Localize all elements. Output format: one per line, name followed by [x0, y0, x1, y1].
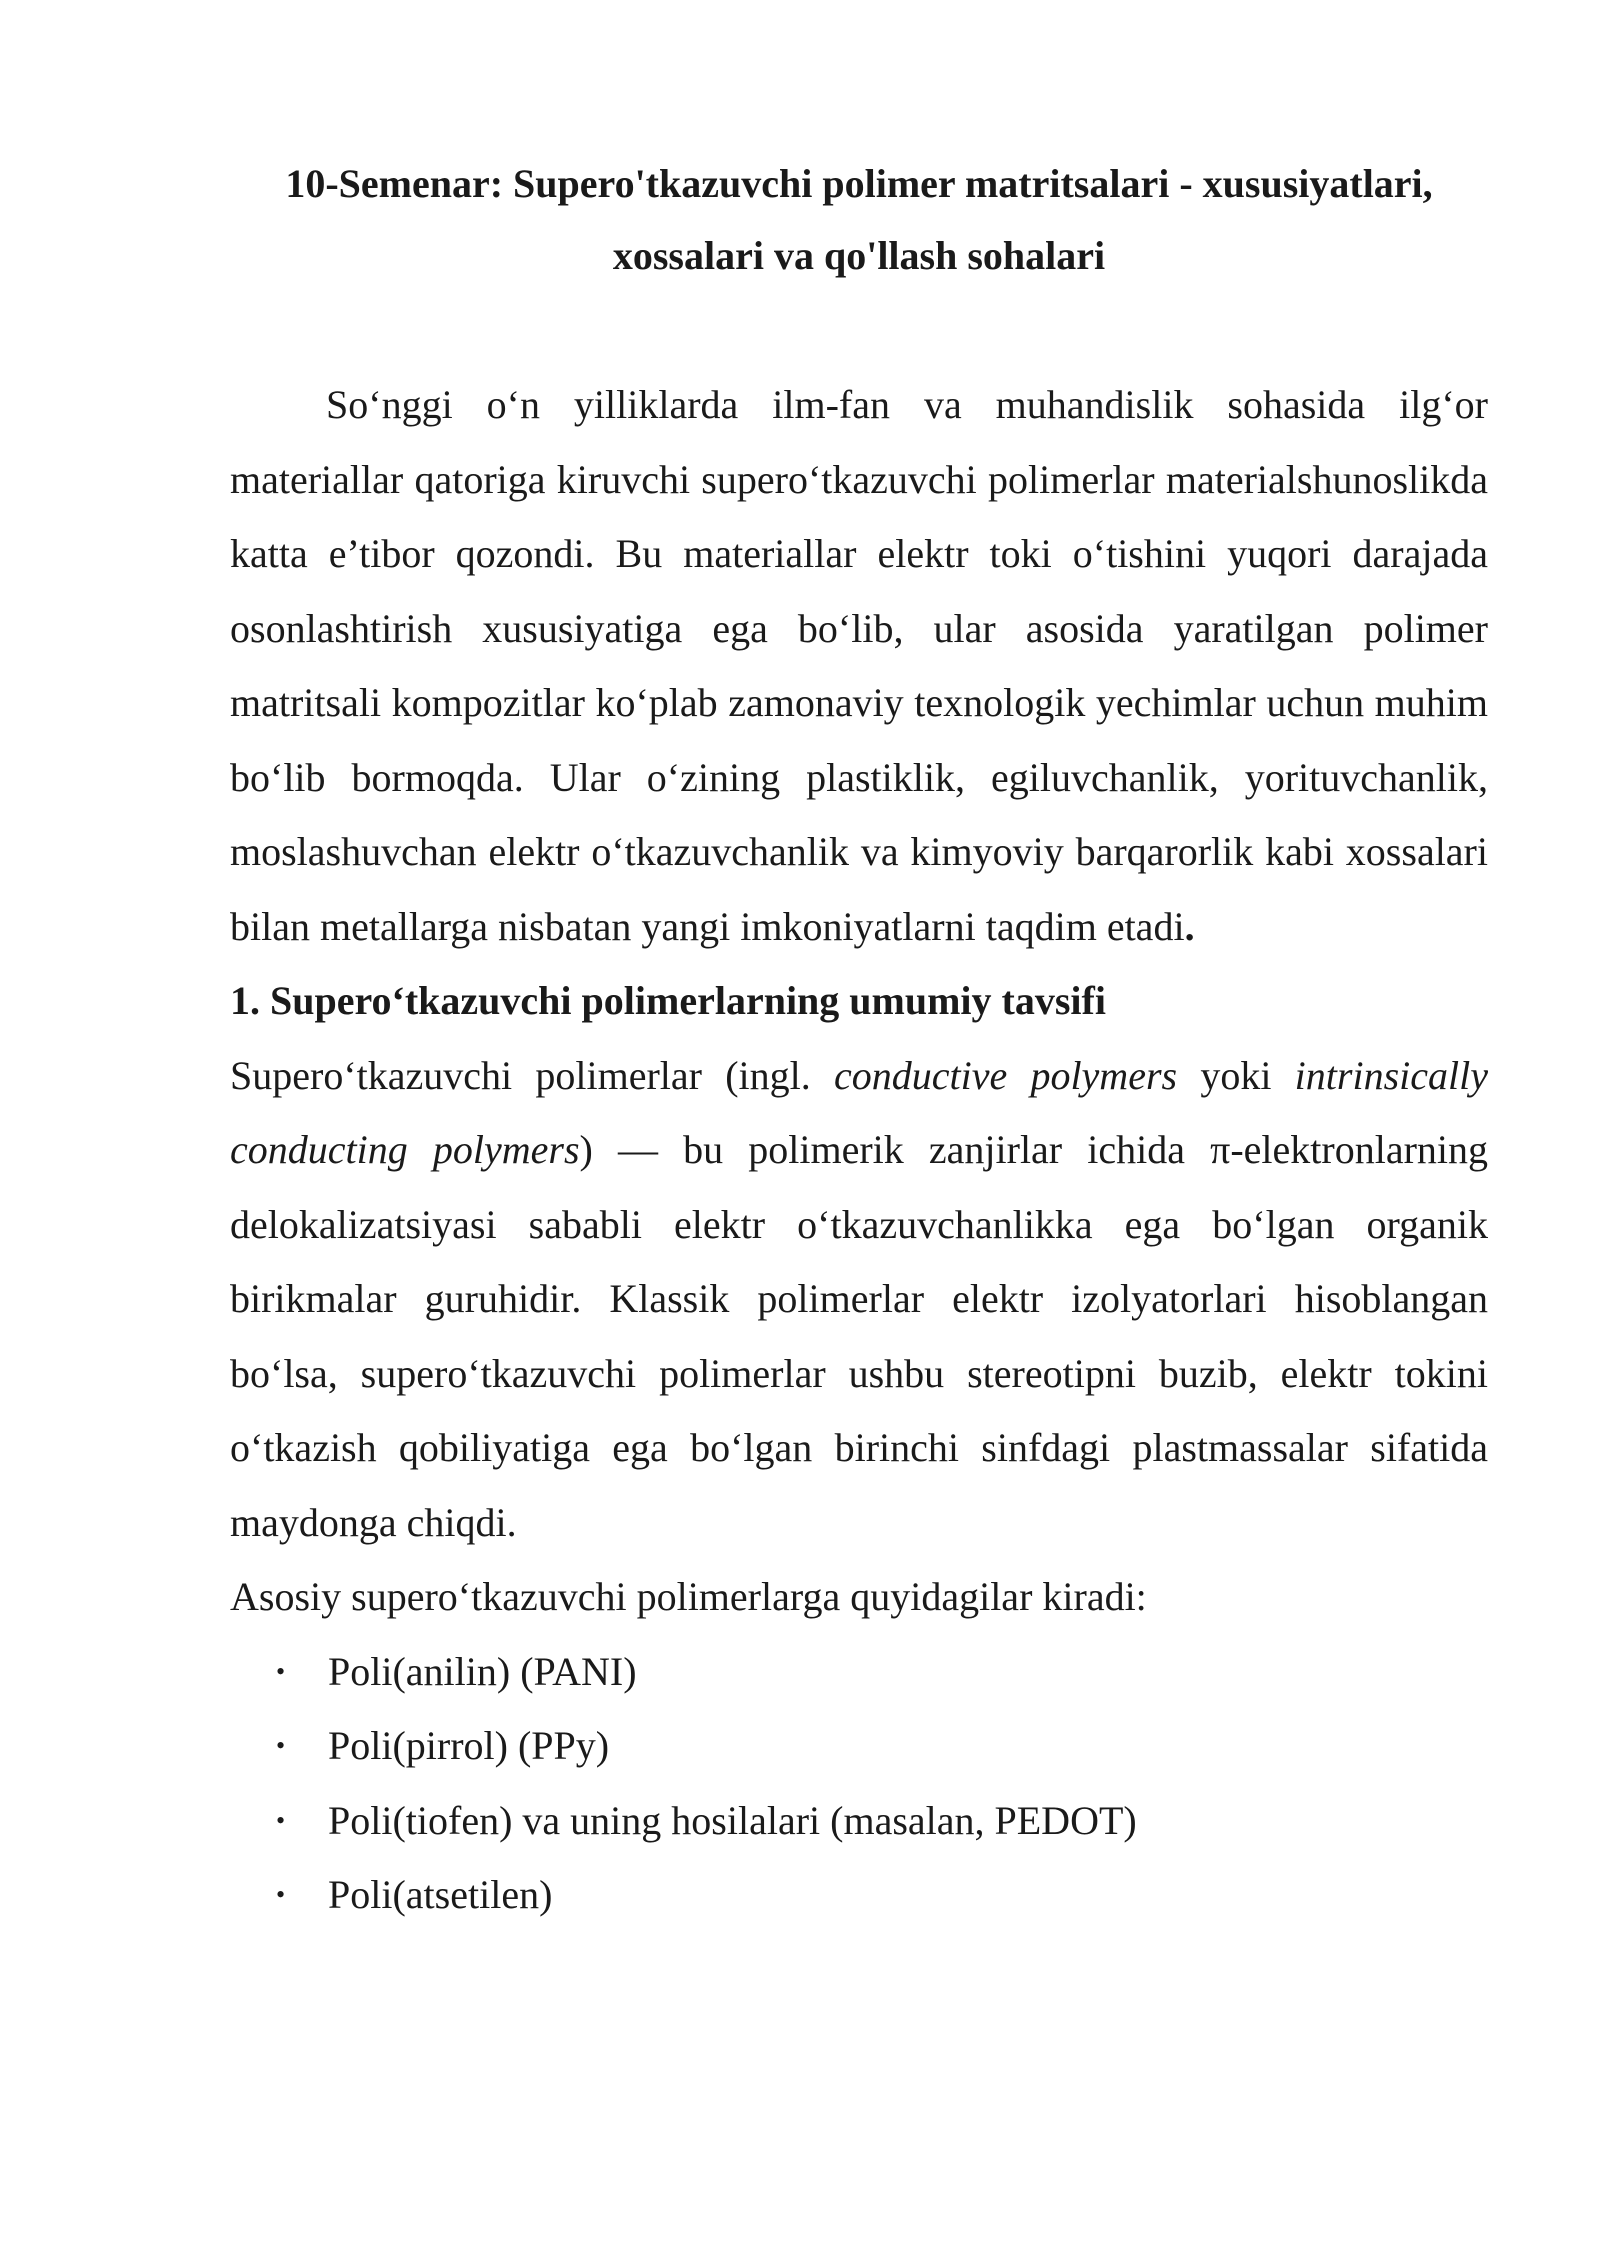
section-1-paragraph [230, 1039, 1488, 1561]
bullet-icon: • [276, 1805, 286, 1835]
list-item-text: Poli(atsetilen) [328, 1872, 553, 1917]
section-1-list-intro: Asosiy supero‘tkazuvchi polimerlarga quyidagilar kiradi: [230, 1574, 1147, 1619]
section-1-text-a: Supero‘tkazuvchi polimerlar (ingl. [230, 1052, 834, 1098]
title-spacer [230, 292, 1488, 368]
document-title [230, 148, 1488, 292]
title-line-1: 10-Semenar: Supero'tkazuvchi polimer matritsalari - xususiyatlari, [285, 161, 1433, 206]
list-item [230, 1858, 1488, 1933]
bullet-icon: • [276, 1880, 286, 1909]
intro-paragraph-text: So‘nggi o‘n yilliklarda ilm-fan va muhandislik sohasida ilg‘or materiallar qatoriga kiruvchi supero‘tkazuvchi polimerlar materialshunoslikda katta e’tibor qozondi. Bu materiallar elektr toki o‘tishini yuqori darajada osonlashtirish xususiyatiga ega bo‘lib, ular asosida yaratilgan polimer matritsali kompozitlar ko‘plab zamonaviy texnologik yechimlar uchun muhim bo‘lib bormoqda. Ular o‘zining plastiklik, egiluvchanlik, yorituvchanlik, moslashuvchan elektr o‘tkazuvchanlik va kimyoviy barqarorlik kabi xossalari bilan metallarga nisbatan yangi imkoniyatlarni taqdim etadi [230, 382, 1488, 949]
section-1-heading: 1. Supero‘tkazuvchi polimerlarning umumiy tavsifi [230, 978, 1106, 1023]
list-item [230, 1709, 1488, 1784]
list-item [230, 1784, 1488, 1859]
bullet-icon: • [276, 1731, 286, 1760]
section-1-italic-term-1: conductive polymers [833, 1052, 1178, 1098]
list-item-text: Poli(anilin) (PANI) [328, 1648, 637, 1694]
polymer-list [230, 1635, 1488, 1933]
section-1-italic-term-2: intrinsically conducting polymers [230, 1052, 1488, 1172]
title-line-2: xossalari va qo'llash sohalari [612, 233, 1106, 278]
section-1-text-c: ) — bu polimerik zanjirlar ichida π-elektronlarning delokalizatsiyasi sababli elektr o‘tkazuvchanlikka ega bo‘lgan organik birikmalar guruhidir. Klassik polimerlar elektr izolyatorlari hisoblangan bo‘lsa, supero‘tkazuvchi polimerlar ushbu stereotipni buzib, elektr tokini o‘tkazish qobiliyatiga ega bo‘lgan birinchi sinfdagi plastmassalar sifatida maydonga chiqdi. [230, 1127, 1489, 1545]
list-item-text: Poli(pirrol) (PPy) [328, 1723, 610, 1768]
bullet-icon: • [276, 1656, 286, 1686]
intro-paragraph-end: . [1184, 903, 1195, 949]
list-item [230, 1635, 1488, 1710]
document-page [230, 148, 1488, 1933]
list-item-text: Poli(tiofen) va uning hosilalari (masalan, PEDOT) [328, 1797, 1137, 1843]
section-1-text-b: yoki [1177, 1052, 1295, 1098]
intro-paragraph [230, 368, 1488, 964]
